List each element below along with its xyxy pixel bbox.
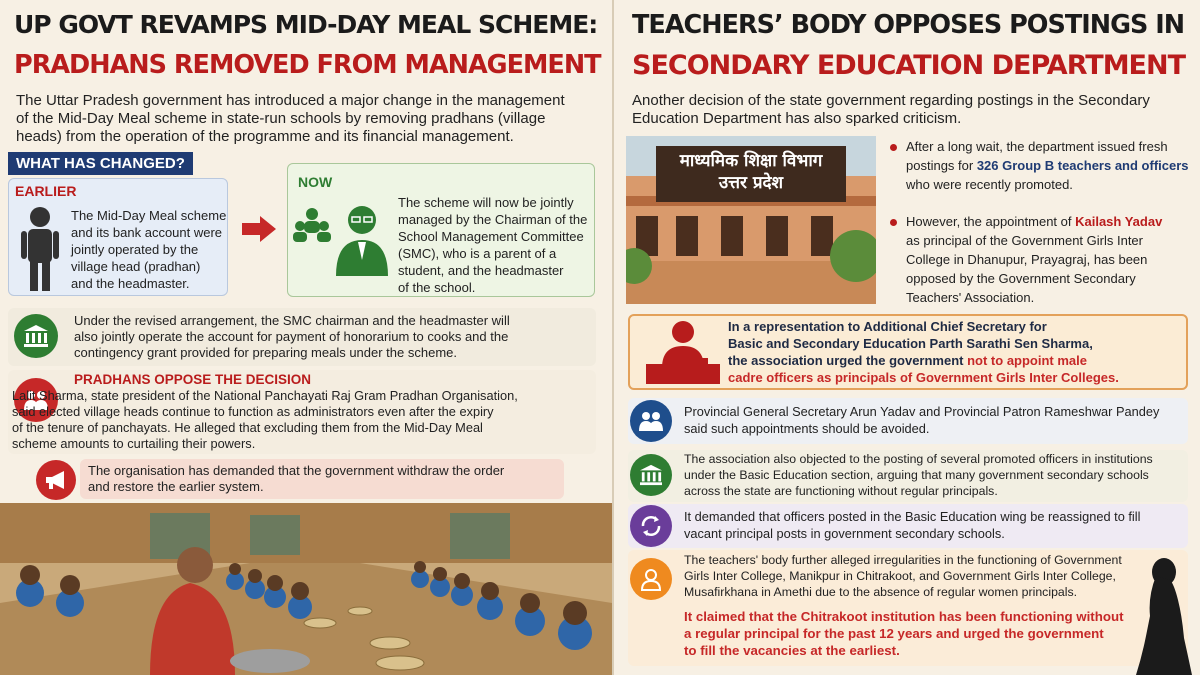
text-line: The organisation has demanded that the government withdraw the order [88,463,505,478]
text-line: The teachers' body further alleged irregularities in the functioning of Government [684,553,1122,567]
text-line: across the state are functioning without regular principals. [684,484,998,498]
official-at-desk-icon [640,318,726,386]
irregularities-text [684,552,1122,600]
bullet-postings [906,137,1189,194]
bullet-appointment [906,212,1162,307]
text-line: opposed by the Government Secondary [906,271,1136,286]
provincial-text [684,404,1159,437]
institution-icon [630,454,672,496]
text-span: the association urged the government [728,353,968,368]
irregularities-box [628,550,1188,666]
text-line: (SMC), who is a parent of a [398,246,557,261]
reassign-text [684,509,1140,542]
text-line: village head (pradhan) [71,259,201,274]
text-line: also jointly operate the account for payment of honorarium to cooks and the [74,329,509,344]
reassign-cycle-icon [630,505,672,547]
text-line: who were recently promoted. [906,177,1073,192]
text-line [728,352,1119,369]
text-line: cadre officers as principals of Government Girls Inter Colleges. [728,370,1119,385]
now-text [398,194,587,296]
now-box [287,163,595,297]
text-line: of the tenure of panchayats. He alleged that excluding them from the Mid-Day Meal [12,420,483,435]
text-line: and its bank account were [71,225,223,240]
bullet-dot [890,219,897,226]
text-line: to fill the vacancies at the earliest. [684,643,900,658]
highlight-span: not to appoint male [967,353,1087,368]
earlier-text [71,207,226,292]
revised-row [8,308,596,366]
intro-line: Education Department has also sparked criticism. [632,110,962,127]
text-line: jointly operated by the [71,242,199,257]
text-line: The Mid-Day Meal scheme [71,208,227,223]
building-sign-line2: उत्तर प्रदेश [718,173,784,193]
right-headline-line1: TEACHERS’ BODY OPPOSES POSTINGS IN [632,10,1185,40]
text-line: Lalit Sharma, state president of the National Panchayati Raj Gram Pradhan Organisation, [12,388,518,403]
text-line: In a representation to Additional Chief Secretary for [728,319,1047,334]
bank-icon [14,314,58,358]
text-line [906,156,1189,175]
bullet-dot [890,144,897,151]
headmaster-figure-icon [15,205,65,293]
arrow-right-icon [240,214,278,244]
reassign-row [628,504,1188,548]
text-span: However, the appointment of [906,214,1076,229]
text-line: It claimed that the Chitrakoot institution has been functioning without [684,609,1124,624]
text-line: After a long wait, the department issued fresh [906,139,1168,154]
text-line: Basic and Secondary Education Parth Sarathi Sen Sharma, [728,336,1093,351]
left-headline-line1: UP GOVT REVAMPS MID-DAY MEAL SCHEME: [14,10,598,39]
woman-silhouette-icon [1126,556,1200,675]
text-line: Provincial General Secretary Arun Yadav and Provincial Patron Rameshwar Pandey [684,404,1160,419]
smc-chairman-icon [330,200,394,276]
text-line: student, and the headmaster [398,263,564,278]
demand-text [88,463,504,495]
teachers-count: 326 Group B teachers and officers [976,158,1189,173]
earlier-title: EARLIER [15,183,77,199]
text-line: College in Dhanupur, Prayagraj, has been [906,252,1148,267]
text-line: said such appointments should be avoided. [684,420,930,436]
text-line: School Management Committee [398,229,584,244]
person-name: Kailash Yadav [1075,214,1163,229]
woman-principal-icon [630,558,672,600]
building-sign [656,150,846,194]
basic-education-text [684,451,1153,499]
intro-line: heads) from the operation of the programme and its financial management. [16,128,514,145]
text-line: contingency grant provided for preparing meals under the scheme. [74,345,457,360]
now-title: NOW [298,174,333,190]
text-line: a regular principal for the past 12 years and urged the government [684,626,1104,641]
text-line [906,212,1162,231]
text-line: as principal of the Government Girls Inter [906,233,1143,248]
intro-line: Another decision of the state government regarding postings in the Secondary [632,92,1150,109]
intro-line: of the Mid-Day Meal scheme in state-run schools by removing pradhans (village [16,110,546,127]
representation-text [728,318,1119,386]
text-line: and the headmaster. [71,276,190,291]
megaphone-icon [36,460,76,500]
text-line: Teachers' Association. [906,290,1035,305]
text-line: under the Basic Education section, arguing that many government secondary schools [684,468,1149,482]
intro-line: The Uttar Pradesh government has introduced a major change in the management [16,92,565,109]
text-line: said elected village heads continue to function as administrators even after the expiry [12,404,494,419]
left-headline-line2: PRADHANS REMOVED FROM MANAGEMENT [14,50,601,80]
text-line: scheme amounts to curtailing their powers. [12,436,256,451]
basic-education-row [628,450,1188,502]
right-intro [632,92,1150,128]
text-line: vacant principal posts in government secondary schools. [684,525,1005,541]
claim-text [684,608,1124,659]
text-line: Under the revised arrangement, the SMC chairman and the headmaster will [74,313,510,328]
text-line: and restore the earlier system. [88,479,264,494]
building-sign-line1: माध्यमिक शिक्षा विभाग [679,151,823,171]
representation-box [628,314,1188,390]
provincial-row [628,398,1188,444]
what-changed-banner: WHAT HAS CHANGED? [8,152,193,175]
text-line: of the school. [398,280,476,295]
officials-icon [630,400,672,442]
group-icon [292,204,332,254]
text-span: postings for [906,158,977,173]
revised-text [74,313,510,361]
oppose-text [12,388,518,452]
right-headline-line2: SECONDARY EDUCATION DEPARTMENT [632,50,1186,81]
text-line: The scheme will now be jointly [398,195,574,210]
text-line: It demanded that officers posted in the Basic Education wing be reassigned to fill [684,509,1141,524]
earlier-box [8,178,228,296]
left-intro [16,92,565,146]
text-line: Musafirkhana in Amethi due to the absence of regular women principals. [684,585,1078,599]
demand-box [80,459,564,499]
oppose-row [8,370,596,454]
text-line: Girls Inter College, Manikpur in Chitrakoot, and Government Girls Inter College, [684,569,1116,583]
midday-meal-photo [0,503,612,675]
text-line: The association also objected to the posting of several promoted officers in institutions [684,452,1153,466]
right-article [612,0,1200,675]
oppose-title: PRADHANS OPPOSE THE DECISION [74,372,312,387]
text-line: managed by the Chairman of the [398,212,588,227]
